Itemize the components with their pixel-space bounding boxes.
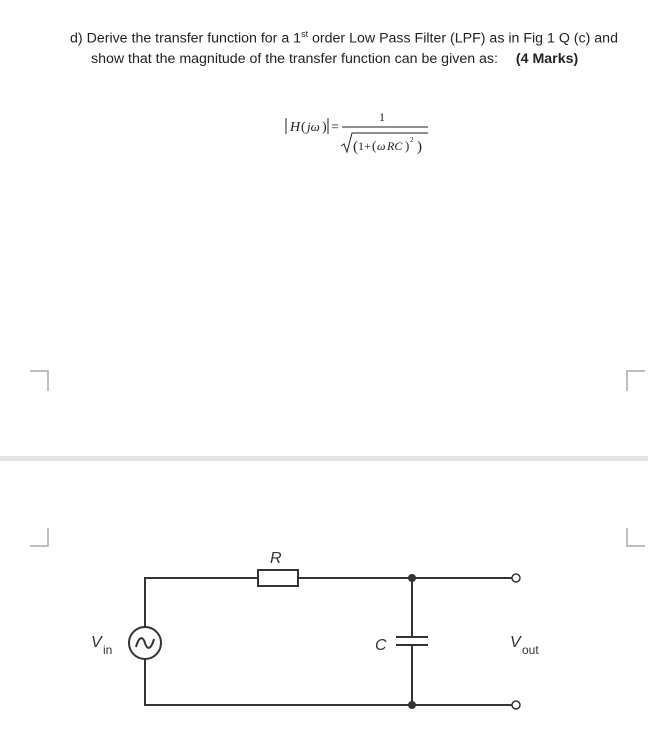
- question-label: d): [70, 30, 83, 47]
- capacitor-label: C: [375, 637, 387, 654]
- crop-mark-bottom-left: [30, 528, 48, 546]
- junction-dot-top: [408, 574, 416, 582]
- wire-bottom: [145, 659, 512, 705]
- crop-mark-top-left: [30, 371, 48, 391]
- vout-label: V: [510, 634, 521, 651]
- wire-top-left: [145, 578, 258, 627]
- vin-subscript: in: [103, 643, 113, 657]
- circuit-wires: [145, 578, 512, 705]
- denominator-inner-paren-open: (: [372, 138, 377, 153]
- formula-jw: jω: [307, 119, 320, 134]
- formula-equals: =: [331, 120, 339, 135]
- crop-marks: [30, 371, 645, 546]
- crop-mark-bottom-right: [627, 528, 645, 546]
- transfer-function-formula: [286, 110, 428, 155]
- junction-dot-bottom: [408, 701, 416, 709]
- question-text-part2: order Low Pass Filter (LPF) as in Fig 1 Q (c) and: [308, 30, 618, 47]
- denominator-exponent: 2: [410, 136, 414, 144]
- ordinal-superscript: st: [301, 29, 309, 39]
- resistor-label: R: [270, 550, 282, 567]
- denominator-paren-close: ): [417, 139, 422, 155]
- resistor-symbol: [258, 570, 298, 586]
- formula-numerator: 1: [379, 110, 385, 124]
- denominator-paren-open: (: [353, 139, 358, 155]
- denominator-rc: RC: [387, 139, 403, 153]
- vin-label: V: [91, 634, 102, 651]
- question-text-part1: Derive the transfer function for a 1: [86, 30, 302, 47]
- lpf-circuit-diagram: [91, 550, 539, 709]
- output-terminal-bottom: [512, 701, 520, 709]
- crop-mark-top-right: [627, 371, 645, 391]
- question-text-part3: show that the magnitude of the transfer function can be given as:: [91, 50, 498, 67]
- marks-label: (4 Marks): [515, 50, 579, 67]
- denominator-one: 1+: [358, 139, 371, 153]
- formula-paren-close: ): [322, 120, 327, 135]
- denominator-omega: ω: [377, 139, 386, 153]
- vout-subscript: out: [522, 643, 539, 657]
- output-terminal-top: [512, 574, 520, 582]
- formula-paren-open: (: [301, 120, 306, 135]
- denominator-inner-paren-close: ): [405, 138, 410, 153]
- formula-h: H: [290, 120, 301, 135]
